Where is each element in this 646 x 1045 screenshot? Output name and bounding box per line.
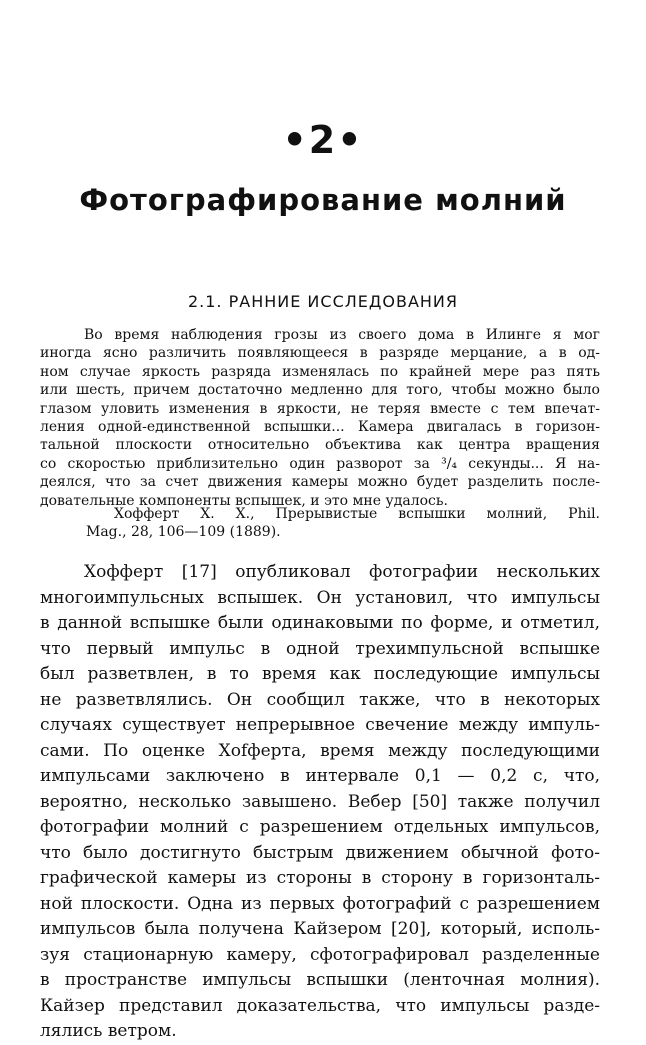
epigraph-line: со скоростью приблизительно один разворот за ³/₄ секунды... Я на- [40,455,600,472]
epigraph-line: ления одной-единственной вспышки... Камера двигалась в горизон- [40,419,600,436]
epigraph-line: довательные компоненты вспышек, и это мне удалось. [40,492,448,509]
epigraph-line: или шесть, причем достаточно медленно для того, чтобы можно было [40,382,600,399]
epigraph-line: ном случае яркость разряда изменялась по крайней мере раз пять [40,363,600,380]
body-line: был разветвлен, в то время как последующие импульсы [40,664,600,684]
epigraph-line: иногда ясно различить появляющееся в разряде мерцание, а в од- [40,345,600,362]
chapter-title: Фотографирование молний [79,183,567,217]
body-line: что было достигнуто быстрым движением обычной фото- [40,842,600,863]
epigraph-line: деялся, что за счет движения камеры можно будет разделить после- [40,474,600,491]
chapter-number: •2• [282,118,364,162]
body-line: фотографии молний с разрешением отдельных импульсов, [40,817,600,837]
body-line: в данной вспышке были одинаковыми по форме, и отметил, [40,613,600,633]
body-line: импульсами заключено в интервале 0,1 — 0,2 с, что, [40,766,600,786]
body-paragraph [40,560,600,1045]
body-line: Хофферт [17] опубликовал фотографии нескольких [84,562,600,582]
body-line: вероятно, несколько завышено. Вебер [50] также получил [40,791,600,812]
body-line: графической камеры из стороны в сторону в горизонталь- [40,868,600,888]
body-line: ной плоскости. Одна из первых фотографий с разрешением [40,893,600,914]
body-line: случаях существует непрерывное свечение между импуль- [40,715,600,735]
attribution-line: Хофферт Х. Х., Прерывистые вспышки молний, Phil. [114,506,600,522]
epigraph-line: Во время наблюдения грозы из своего дома в Илинге я мог [84,327,600,343]
body-line: многоимпульсных вспышек. Он установил, что импульсы [40,587,600,608]
body-line: Кайзер представил доказательства, что импульсы разде- [40,995,600,1016]
attribution-line: Mag., 28, 106—109 (1889). [86,524,281,541]
epigraph-quote [40,326,600,510]
epigraph-attribution [86,505,600,542]
body-line: лялись ветром. [40,1021,177,1041]
body-line: в пространстве импульсы вспышки (ленточная молния). [40,970,600,990]
epigraph-line: тальной плоскости относительно объектива как центра вращения [40,437,600,454]
section-heading: 2.1. РАННИЕ ИССЛЕДОВАНИЯ [187,292,459,311]
body-line: не разветвлялись. Он сообщил также, что в некоторых [40,689,600,710]
epigraph-line: глазом уловить изменения в яркости, не теряя вместе с тем впечат- [40,400,600,417]
body-line: импульсов была получена Кайзером [20], который, исполь- [40,919,600,939]
body-line: сами. По оценке Хofферта, время между последующими [40,740,600,761]
body-line: зуя стационарную камеру, сфотографировал разделенные [40,944,600,965]
body-line: что первый импульс в одной трехимпульсной вспышке [40,638,600,659]
